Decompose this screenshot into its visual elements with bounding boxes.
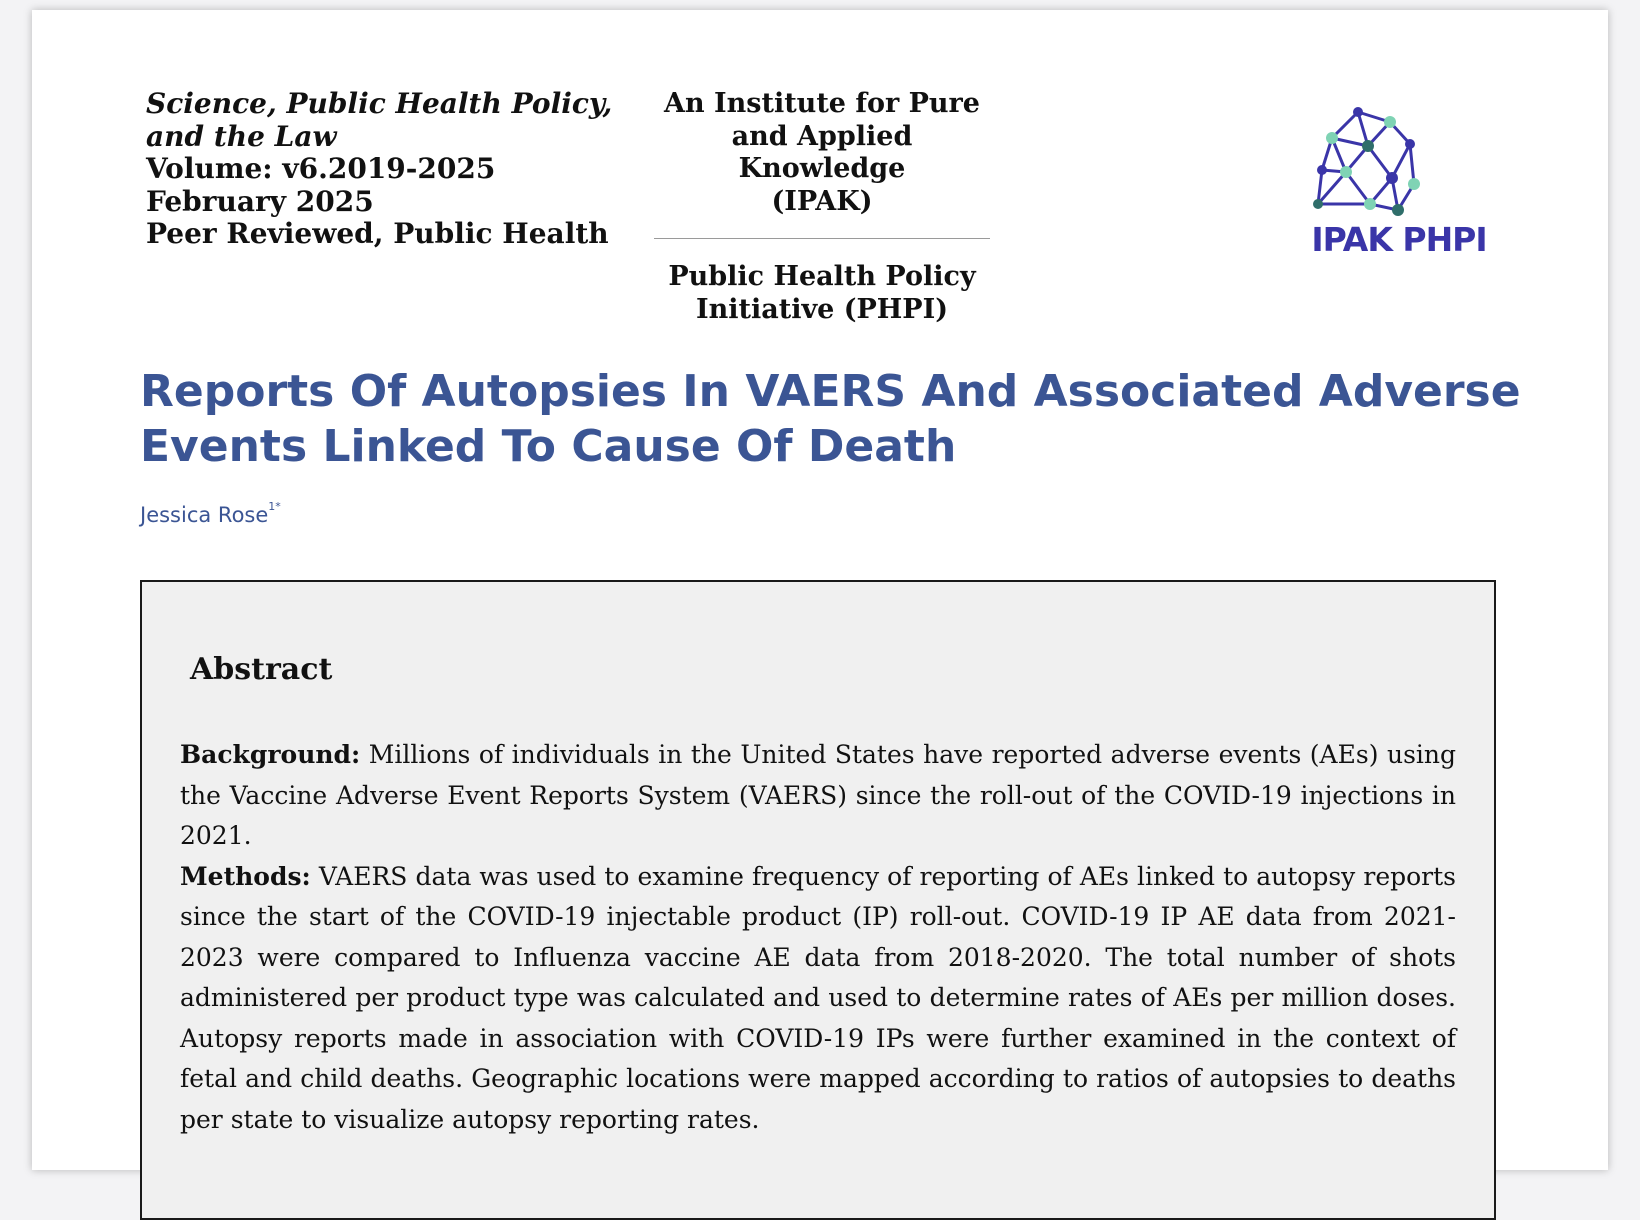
- paper-title-line2: Events Linked To Cause Of Death: [140, 421, 957, 472]
- paper-title-line1: Reports Of Autopsies In VAERS And Associated Adverse: [140, 366, 1521, 417]
- methods-text: VAERS data was used to examine frequency of reporting of AEs linked to autopsy reports since the start of the COVID-19 injectable product (IP) roll-out. COVID-19 IP AE data from 2021-2023 were compared to Influenza vaccine AE data from 2018-2020. The total number of shots administered per product type was calculated and used to determine rates of AEs per million doses. Autopsy reports made in association with COVID-19 IPs were further examined in the context of fetal and child deaths. Geographic locations were mapped according to ratios of autopsies to deaths per state to visualize autopsy reporting rates.: [180, 861, 1456, 1134]
- journal-name-line2: and the Law: [146, 119, 337, 153]
- abstract-methods: [180, 857, 1456, 1141]
- phpi-line1: Public Health Policy: [668, 261, 976, 292]
- abstract-heading: Abstract: [190, 652, 333, 687]
- ipak-phpi-logo: [1304, 98, 1494, 278]
- institute-info: [652, 88, 992, 326]
- institute-divider: [654, 238, 990, 239]
- background-label: Background:: [180, 740, 361, 769]
- background-text: Millions of individuals in the United States have reported adverse events (AEs) using the Vaccine Adverse Event Reports System (VAERS) since the roll-out of the COVID-19 injections in 2021.: [180, 740, 1456, 850]
- methods-label: Methods:: [180, 861, 311, 891]
- author: [140, 500, 281, 527]
- network-graph-icon: [1304, 98, 1494, 218]
- institute-line3: (IPAK): [771, 185, 873, 217]
- document-page: [32, 10, 1608, 1170]
- journal-type: Peer Reviewed, Public Health: [146, 217, 609, 250]
- author-affiliation: 1*: [268, 500, 281, 513]
- journal-volume: Volume: v6.2019-2025: [146, 152, 496, 185]
- abstract-box: [140, 580, 1496, 1220]
- journal-name-line1: Science, Public Health Policy,: [146, 87, 613, 120]
- journal-date: February 2025: [146, 184, 374, 218]
- logo-text: IPAK PHPI: [1311, 220, 1487, 259]
- abstract-background: [180, 735, 1456, 857]
- abstract-body: [180, 735, 1456, 1140]
- institute-line1: An Institute for Pure: [664, 88, 980, 119]
- institute-line2: and Applied Knowledge: [731, 120, 913, 184]
- journal-info: [146, 88, 616, 251]
- paper-title: [140, 364, 1560, 474]
- phpi-line2: Initiative (PHPI): [695, 293, 949, 325]
- author-name: Jessica Rose: [140, 503, 269, 527]
